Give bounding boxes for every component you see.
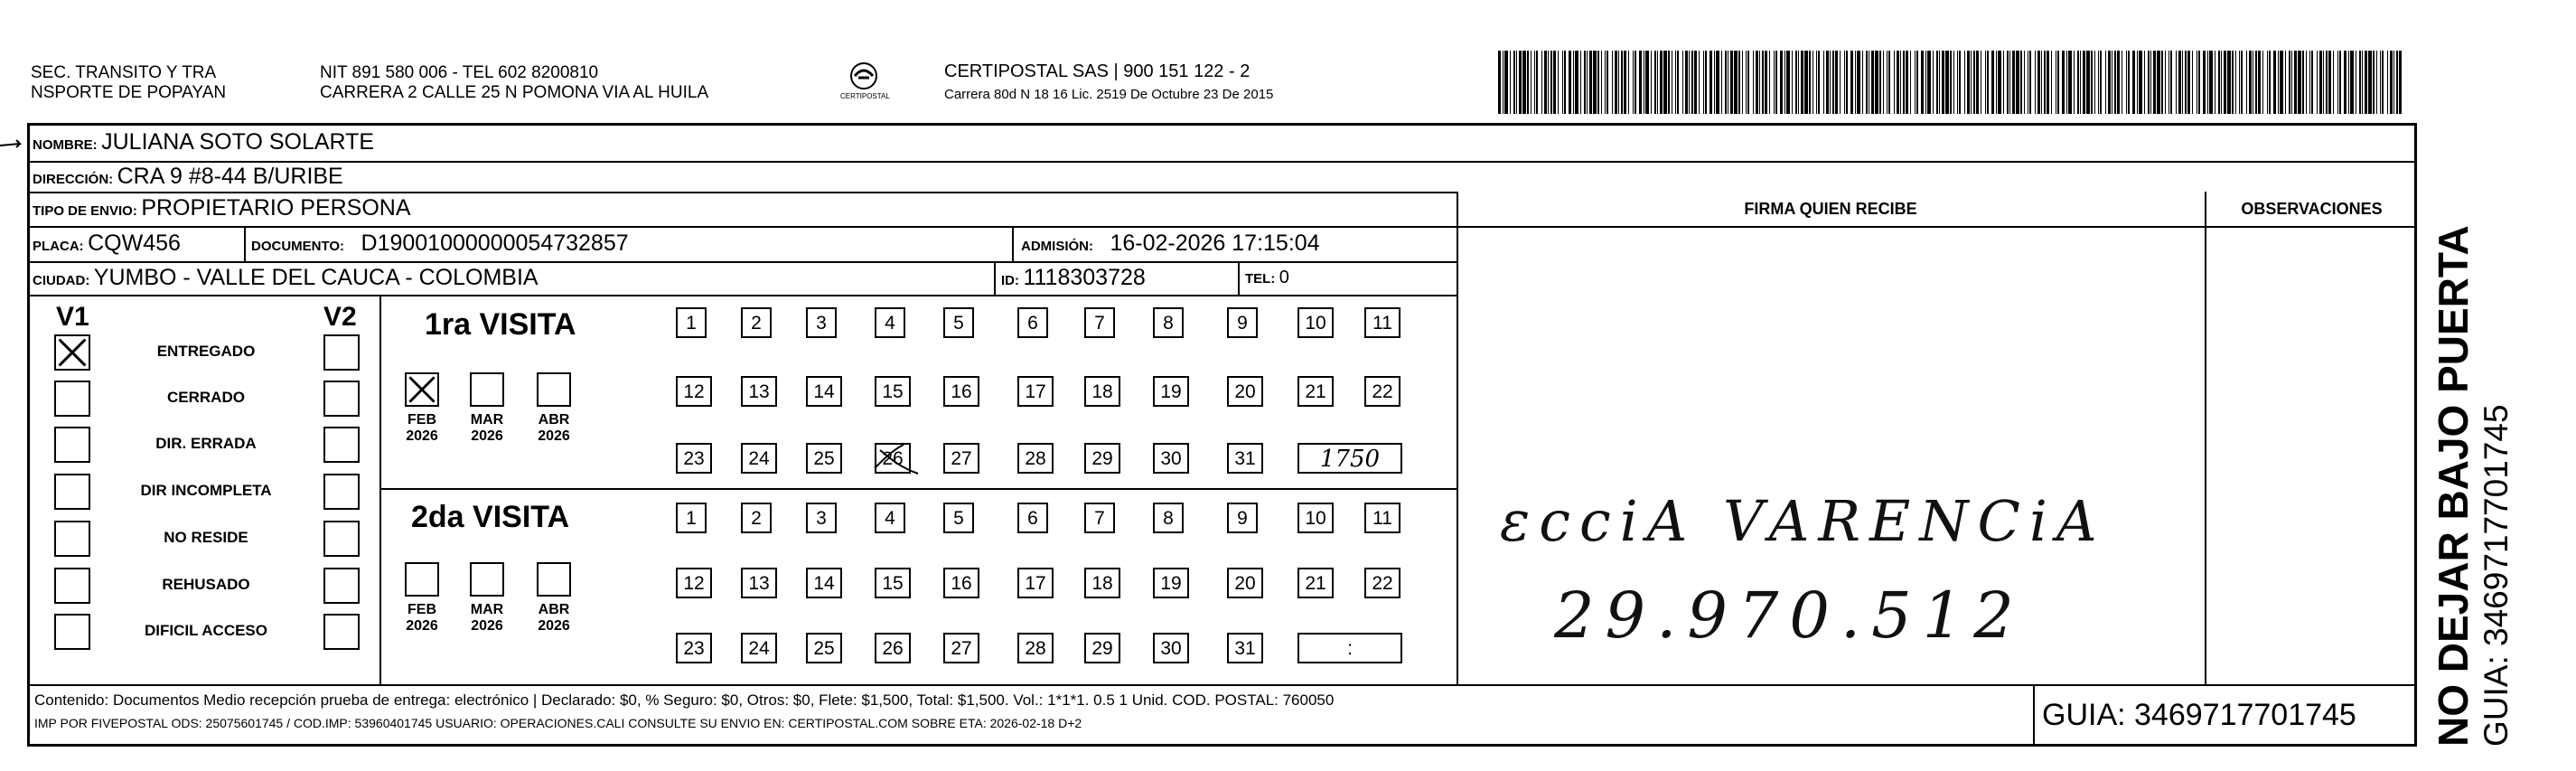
name-field	[33, 128, 374, 159]
column-separator	[994, 261, 996, 295]
status-label: DIR. ERRADA	[155, 435, 257, 452]
contents-line: Contenido: Documentos Medio recepción prueba de entrega: electrónico | Declarado: $0, % Seguro: $0, Otros: $0, Flete: $1,500, Total: $1,500. Vol.: 1*1*1. 0.5 1 Unid. COD. POSTAL: 760050	[34, 691, 1335, 709]
day-box: 12	[676, 376, 712, 407]
row-separator	[27, 684, 2417, 686]
city-field	[33, 264, 539, 295]
v2-checkbox	[323, 614, 360, 650]
day-box: 6	[1017, 503, 1048, 533]
company-line: CERTIPOSTAL SAS | 900 151 122 - 2	[944, 61, 1251, 81]
logo-text: CERTIPOSTAL	[840, 92, 890, 100]
day-box: 4	[875, 503, 905, 533]
row-separator	[27, 261, 1457, 263]
license-line: Carrera 80d N 18 16 Lic. 2519 De Octubre 23 De 2015	[944, 87, 1274, 102]
day-box: 16	[943, 376, 979, 407]
signature-header: FIRMA QUIEN RECIBE	[1744, 200, 1917, 218]
day-box: 7	[1084, 307, 1115, 338]
day-box: 2	[741, 307, 772, 338]
observations-header: OBSERVACIONES	[2241, 200, 2383, 218]
column-separator	[1012, 226, 1014, 261]
visit1-title: 1ra VISITA	[425, 307, 576, 342]
day-box: 12	[676, 568, 712, 598]
day-box: 11	[1364, 307, 1400, 338]
day-box: 4	[875, 307, 905, 338]
visit2-title: 2da VISITA	[411, 500, 570, 534]
day-box: 14	[806, 376, 842, 407]
v1-checkbox	[54, 521, 90, 557]
day-box: 30	[1153, 633, 1189, 663]
city-label: CIUDAD:	[33, 273, 90, 288]
v1-label: V1	[56, 302, 89, 332]
certipostal-logo	[838, 58, 889, 105]
day-box: 29	[1084, 443, 1120, 474]
day-box: 13	[741, 568, 777, 598]
name-label: NOMBRE:	[33, 137, 98, 153]
day-box: 3	[806, 503, 837, 533]
plate-value: CQW456	[88, 230, 181, 256]
address-value: CRA 9 #8-44 B/URIBE	[117, 164, 343, 189]
v1-checkbox	[54, 614, 90, 650]
day-box: 19	[1153, 376, 1189, 407]
v2-checkbox	[323, 568, 360, 604]
day-box: 23	[676, 633, 712, 663]
v2-checkbox	[323, 474, 360, 510]
v1-checkbox	[54, 568, 90, 604]
v1-checkbox	[54, 427, 90, 463]
month-checkbox	[405, 372, 439, 407]
side-warning: NO DEJAR BAJO PUERTA	[2430, 225, 2477, 747]
month-label: MAR 2026	[470, 602, 504, 634]
status-label: DIR INCOMPLETA	[140, 482, 272, 499]
v2-checkbox	[323, 427, 360, 463]
day-box: 22	[1364, 568, 1400, 598]
day-box: 11	[1364, 503, 1400, 533]
status-label: ENTREGADO	[156, 343, 256, 360]
id-value: 1118303728	[1023, 265, 1146, 290]
month-checkbox	[537, 372, 571, 407]
day-box: 15	[875, 568, 911, 598]
day-box: 5	[943, 307, 974, 338]
day-box: 10	[1297, 503, 1334, 533]
status-label: NO RESIDE	[164, 529, 248, 546]
row-separator	[27, 161, 2417, 163]
day-box: 24	[741, 633, 777, 663]
day-box: 18	[1084, 376, 1120, 407]
month-label: ABR 2026	[538, 412, 570, 444]
day-box: 31	[1227, 633, 1263, 663]
day-box: 14	[806, 568, 842, 598]
document-value: D19001000000054732857	[361, 230, 629, 256]
print-line: IMP POR FIVEPOSTAL ODS: 25075601745 / COD.IMP: 53960401745 USUARIO: OPERACIONES.CALI CONSULTE SU ENVIO EN: CERTIPOSTAL.COM SOBRE ETA: 2026-02-18 D+2	[34, 716, 1082, 730]
status-label: DIFICIL ACCESO	[144, 622, 267, 639]
month-label: FEB 2026	[406, 602, 438, 634]
send-type-label: TIPO DE ENVIO:	[33, 203, 137, 219]
tel-label: TEL:	[1245, 271, 1276, 287]
day-box: 26	[875, 633, 911, 663]
time-box: 1750	[1297, 443, 1402, 474]
day-box: 31	[1227, 443, 1263, 474]
send-type-field	[33, 194, 411, 225]
day-box: 9	[1227, 503, 1258, 533]
document-field	[251, 230, 629, 260]
v2-checkbox	[323, 334, 360, 371]
day-box: 23	[676, 443, 712, 474]
side-guide: GUIA: 3469717701745	[2478, 404, 2515, 747]
day-box: 17	[1017, 568, 1054, 598]
row-separator	[27, 226, 2417, 228]
sender-name-line2: NSPORTE DE POPAYAN	[31, 83, 227, 102]
sender-address: CARRERA 2 CALLE 25 N POMONA VIA AL HUILA	[320, 83, 709, 102]
month-checkbox	[537, 562, 571, 597]
day-box: 24	[741, 443, 777, 474]
footer-guide: GUIA: 3469717701745	[2042, 698, 2356, 732]
v2-checkbox	[323, 521, 360, 557]
plate-label: PLACA:	[33, 239, 84, 254]
day-box: 28	[1017, 443, 1054, 474]
status-label: REHUSADO	[162, 576, 250, 593]
month-checkbox	[470, 562, 504, 597]
day-box: 10	[1297, 307, 1334, 338]
day-box: 18	[1084, 568, 1120, 598]
month-label: MAR 2026	[470, 412, 504, 444]
id-label: ID:	[1001, 273, 1019, 288]
day-box: 16	[943, 568, 979, 598]
column-separator	[1238, 261, 1240, 295]
status-label: CERRADO	[167, 389, 245, 406]
month-label: FEB 2026	[406, 412, 438, 444]
v2-label: V2	[323, 302, 357, 332]
day-box: 8	[1153, 503, 1184, 533]
day-box: 2	[741, 503, 772, 533]
plate-field	[33, 230, 181, 260]
day-box: 19	[1153, 568, 1189, 598]
day-box: 27	[943, 443, 979, 474]
day-box: 1	[676, 307, 707, 338]
signature-line2: 29.970.512	[1554, 578, 2025, 653]
day-box: 20	[1227, 568, 1263, 598]
row-separator	[379, 488, 1457, 490]
v1-checkbox	[54, 474, 90, 510]
day-box: 8	[1153, 307, 1184, 338]
column-separator	[244, 226, 246, 261]
day-box: 25	[806, 633, 842, 663]
month-checkbox	[405, 562, 439, 597]
name-value: JULIANA SOTO SOLARTE	[101, 129, 375, 155]
barcode	[1498, 51, 2408, 114]
column-separator	[2033, 684, 2035, 747]
sender-name-line1: SEC. TRANSITO Y TRA	[31, 63, 217, 82]
tel-field	[1245, 264, 1289, 293]
day-box: 26	[875, 443, 911, 474]
day-box: 6	[1017, 307, 1048, 338]
day-box: 20	[1227, 376, 1263, 407]
month-label: ABR 2026	[538, 602, 570, 634]
send-type-value: PROPIETARIO PERSONA	[141, 195, 411, 221]
month-checkbox	[470, 372, 504, 407]
v1-checkbox	[54, 334, 90, 371]
v2-checkbox	[323, 381, 360, 417]
signature-line1: ɛcciA VARENCiA	[1500, 488, 2106, 554]
day-box: 27	[943, 633, 979, 663]
day-box: 21	[1297, 376, 1334, 407]
day-box: 9	[1227, 307, 1258, 338]
day-box: 5	[943, 503, 974, 533]
day-box: 15	[875, 376, 911, 407]
row-separator	[27, 295, 1457, 296]
arrow-mark-icon	[0, 137, 27, 146]
admission-value: 16-02-2026 17:15:04	[1110, 230, 1320, 256]
address-field	[33, 163, 343, 193]
day-box: 1	[676, 503, 707, 533]
column-separator	[2205, 192, 2206, 684]
document-label: DOCUMENTO:	[251, 239, 345, 254]
sender-nit: NIT 891 580 006 - TEL 602 8200810	[320, 63, 599, 82]
day-box: 17	[1017, 376, 1054, 407]
day-box: 29	[1084, 633, 1120, 663]
day-box: 7	[1084, 503, 1115, 533]
column-separator	[1457, 192, 1458, 684]
day-box: 3	[806, 307, 837, 338]
city-value: YUMBO - VALLE DEL CAUCA - COLOMBIA	[93, 265, 539, 290]
id-field	[1001, 264, 1146, 295]
v1-checkbox	[54, 381, 90, 417]
day-box: 25	[806, 443, 842, 474]
day-box: 30	[1153, 443, 1189, 474]
day-box: 13	[741, 376, 777, 407]
time-box: :	[1297, 633, 1402, 663]
day-box: 21	[1297, 568, 1334, 598]
admission-label: ADMISIÓN:	[1021, 239, 1093, 254]
address-label: DIRECCIÓN:	[33, 172, 114, 187]
day-box: 22	[1364, 376, 1400, 407]
tel-value: 0	[1279, 268, 1289, 287]
admission-field	[1021, 230, 1320, 260]
day-box: 28	[1017, 633, 1054, 663]
